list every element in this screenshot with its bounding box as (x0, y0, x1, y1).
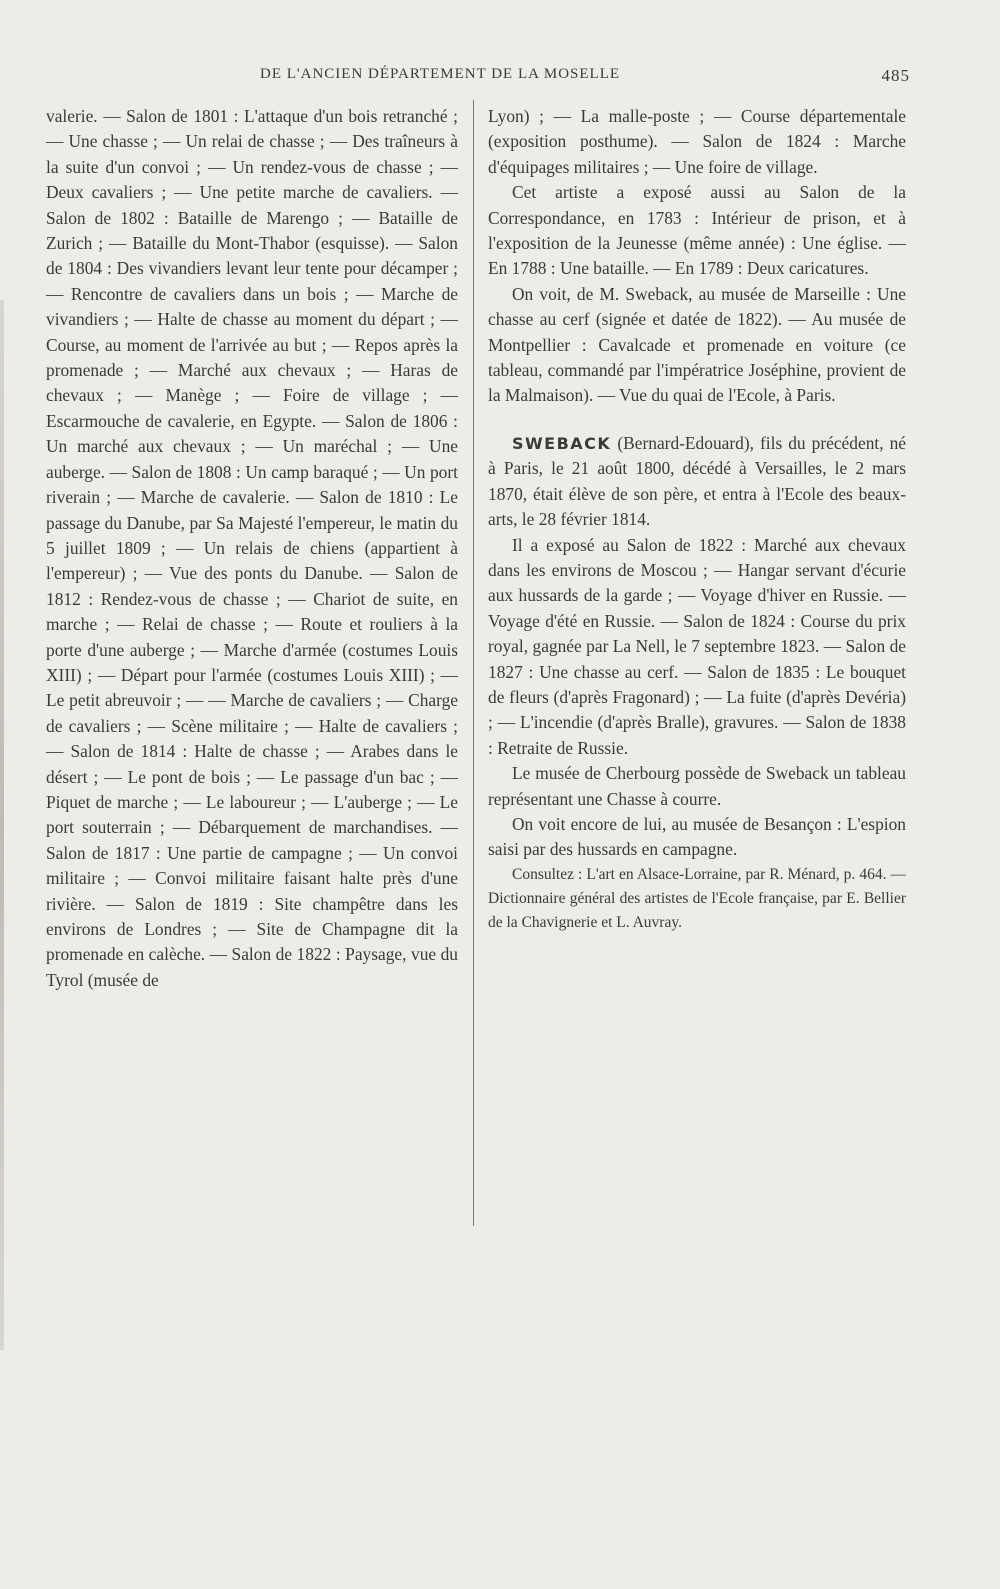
entry-description: (Bernard-Edouard), fils du précédent, né à Paris, le 21 août 1800, décédé à Versailles, le 2 mars 1870, était élève de son père, et entra à l'Ecole des beaux-arts, le 28 février 1814. (488, 432, 906, 530)
paragraph-continuation: Lyon) ; — La malle-poste ; — Course départementale (exposition posthume). — Salon de 1824 : Marche d'équipages militaires ; — Une foire de village. (488, 106, 906, 177)
right-column (488, 104, 906, 935)
entry-paragraph (488, 431, 906, 533)
left-column (46, 104, 458, 993)
paragraph-museums: On voit, de M. Sweback, au musée de Marseille : Une chasse au cerf (signée et datée de 1822). — Au musée de Montpellier : Cavalcade et promenade en voiture (ce tableau, commandé par l'impératrice Joséphine, provient de la Malmaison). — Vue du quai de l'Ecole, à Paris. (488, 283, 906, 406)
consult-references: Consultez : L'art en Alsace-Lorraine, par R. Ménard, p. 464. — Dictionnaire général des artistes de l'Ecole française, par E. Bellier de la Chavignerie et L. Auvray. (488, 865, 906, 931)
entry-name: SWEBACK (512, 433, 612, 453)
page-number: 485 (881, 66, 910, 85)
paragraph-cherbourg: Le musée de Cherbourg possède de Sweback un tableau représentant une Chasse à courre. (488, 763, 906, 809)
column-divider (473, 100, 474, 1226)
paragraph-correspondance: Cet artiste a exposé aussi au Salon de la Correspondance, en 1783 : Intérieur de prison, et à l'exposition de la Jeunesse (même année) : Une église. — En 1788 : Une bataille. — En 1789 : Deux caricatures. (488, 182, 906, 279)
left-column-text: valerie. — Salon de 1801 : L'attaque d'un bois retranché ; — Une chasse ; — Un relai de chasse ; — Des traîneurs à la suite d'un convoi ; — Un rendez-vous de chasse ; — Deux cavaliers ; — Une petite marche de cavaliers. — Salon de 1802 : Bataille de Marengo ; — Bataille de Zurich ; — Bataille du Mont-Thabor (esquisse). — Salon de 1804 : Des vivandiers levant leur tente pour décamper ; — Rencontre de cavaliers dans un bois ; — Marche de vivandiers ; — Halte de chasse au moment du départ ; — Course, au moment de l'arrivée au but ; — Repos après la promenade ; — Marché aux chevaux ; — Haras de chevaux ; — Manège ; — Foire de village ; — Escarmouche de cavalerie, en Egypte. — Salon de 1806 : Un marché aux chevaux ; — Un maréchal ; — Une auberge. — Salon de 1808 : Un camp baraqué ; — Un port riverain ; — Marche de cavalerie. — Salon de 1810 : Le passage du Danube, par Sa Majesté l'empereur, le matin du 5 juillet 1809 ; — Un relais de chiens (appartient à l'empereur) ; — Vue des ponts du Danube. — Salon de 1812 : Rendez-vous de chasse ; — Chariot de suite, en marche ; — Relai de chasse ; — Route et rouliers à la porte d'une auberge ; — Marche d'armée (costumes Louis XIII) ; — Départ pour l'armée (costumes Louis XIII) ; — Le petit abreuvoir ; — — Marche de cavaliers ; — Charge de cavaliers ; — Scène militaire ; — Halte de cavaliers ; — Salon de 1814 : Halte de chasse ; — Arabes dans le désert ; — Le pont de bois ; — Le passage d'un bac ; — Piquet de marche ; — Le laboureur ; — L'auberge ; — Le port souterrain ; — Débarquement de marchandises. — Salon de 1817 : Une partie de campagne ; — Un convoi militaire ; — Convoi militaire faisant halte près d'une rivière. — Salon de 1819 : Site champêtre dans les environs de Londres ; — Site de Champagne dit la promenade en calèche. — Salon de 1822 : Paysage, vue du Tyrol (musée de (46, 106, 458, 990)
page-binding-edge (0, 300, 4, 1350)
running-title: DE L'ANCIEN DÉPARTEMENT DE LA MOSELLE (260, 66, 621, 82)
paragraph-salons: Il a exposé au Salon de 1822 : Marché aux chevaux dans les environs de Moscou ; — Hangar servant d'écurie aux hussards de la garde ; — Voyage d'hiver en Russie. — Voyage d'été en Russie. — Salon de 1824 : Course du prix royal, gagnée par La Nell, le 7 septembre 1823. — Salon de 1827 : Une chasse au cerf. — Salon de 1835 : Le bouquet de fleurs (d'après Fragonard) ; — La fuite (d'après Devéria) ; — L'incendie (d'après Bralle), gravures. — Salon de 1838 : Retraite de Russie. (488, 534, 906, 758)
paragraph-besancon: On voit encore de lui, au musée de Besançon : L'espion saisi par des hussards en campagne. (488, 813, 906, 860)
